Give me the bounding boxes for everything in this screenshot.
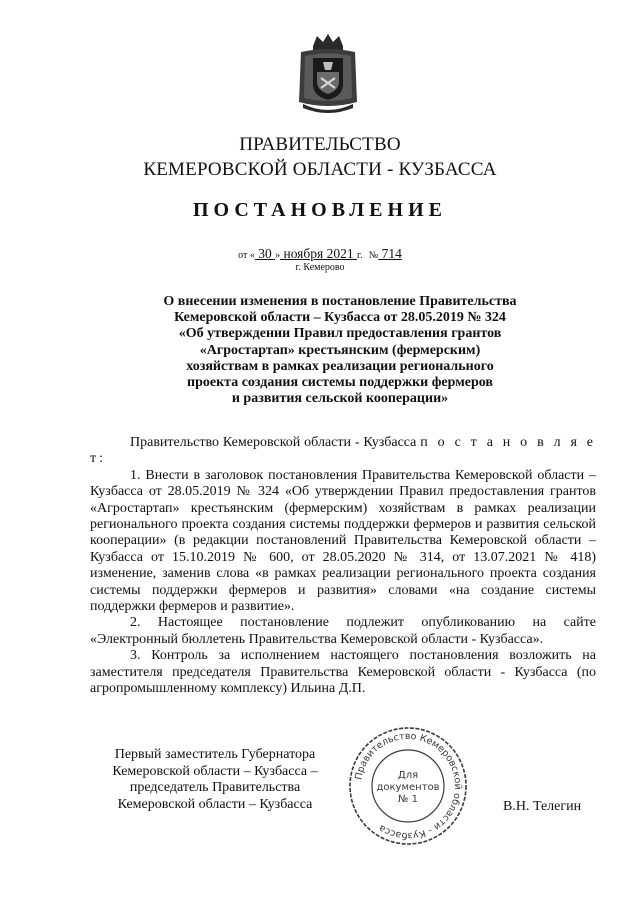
paragraph-2: 2. Настоящее постановление подлежит опубликованию на сайте «Электронный бюллетень Правительства Кемеровской области - Кузбасса». xyxy=(90,615,596,647)
date-quote-close: » xyxy=(275,250,281,261)
paragraph-1: 1. Внести в заголовок постановления Правительства Кемеровской области – Кузбасса от 28.05.2019 № 324 «Об утверждении Правил предоставления грантов «Агростартап» крестьянским (фермерским) хозяйствам в рамках реализации регионального проекта создания системы поддержки фермеров и развития сельской кооперации» (в редакции постановлений Правительства Кемеровской области – Кузбасса от 15.10.2019 № 600, от 28.05.2020 № 314, от 13.07.2021 № 418) изменение, заменив слова «в рамках реализации регионального проекта создания системы поддержки фермеров и развития» словами «на создание системы поддержки фермеров и развитие». xyxy=(90,467,596,615)
stamp-ring-text: Правительство Кемеровской области - Кузбасса xyxy=(353,730,464,842)
document-title xyxy=(120,294,560,407)
stamp-center-line1: Для xyxy=(397,770,419,781)
signer-position xyxy=(90,747,340,813)
document-body xyxy=(90,435,596,698)
intro-paragraph xyxy=(90,435,596,468)
title-line: проекта создания системы поддержки фермеров xyxy=(187,375,493,391)
date-number-line xyxy=(0,246,640,262)
title-line: О внесении изменения в постановление Правительства xyxy=(163,294,517,309)
signer-line: председатель Правительства xyxy=(129,780,301,796)
signer-line: Кемеровской области – Кузбасса – xyxy=(112,763,318,779)
signer-line: Кемеровской области – Кузбасса xyxy=(117,796,313,812)
paragraph-3: 3. Контроль за исполнением настоящего постановления возложить на заместителя председателя Правительства Кемеровской области - Кузбасса (по агропромышленному комплексу) Ильина Д.П. xyxy=(90,648,596,697)
date-prefix: от « xyxy=(238,250,255,261)
date-month-year: ноября 2021 xyxy=(280,246,357,261)
title-line: хозяйствам в рамках реализации регионального xyxy=(186,358,494,374)
official-stamp xyxy=(346,724,470,848)
stamp-center-line2: документов xyxy=(376,782,440,793)
date-year-suffix: г. xyxy=(356,250,363,261)
city-name: г. Кемерово xyxy=(295,262,345,273)
government-title-line2: КЕМЕРОВСКОЙ ОБЛАСТИ - КУЗБАССА xyxy=(143,159,497,180)
signer-name: В.Н. Телегин xyxy=(503,799,582,814)
title-line: «Об утверждении Правил предоставления грантов xyxy=(178,326,502,342)
coat-of-arms-emblem xyxy=(295,32,361,116)
document-number: 714 xyxy=(378,246,402,261)
title-line: Кемеровской области – Кузбасса от 28.05.2019 № 324 xyxy=(174,310,506,326)
stamp-center-line3: № 1 xyxy=(398,794,418,805)
number-sign: № xyxy=(368,250,379,261)
government-title-line1: ПРАВИТЕЛЬСТВО xyxy=(239,134,401,155)
intro-lead: Правительство Кемеровской области - Кузбасса xyxy=(130,435,421,450)
title-line: и развития сельской кооперации» xyxy=(231,391,449,407)
document-type-heading: ПОСТАНОВЛЕНИЕ xyxy=(193,199,447,221)
signer-line: Первый заместитель Губернатора xyxy=(114,747,316,762)
intro-decree-word: п о с т а н о в л я е т: xyxy=(90,435,597,467)
title-line: «Агростартап» крестьянским (фермерским) xyxy=(199,342,481,358)
date-day: 30 xyxy=(254,246,276,261)
